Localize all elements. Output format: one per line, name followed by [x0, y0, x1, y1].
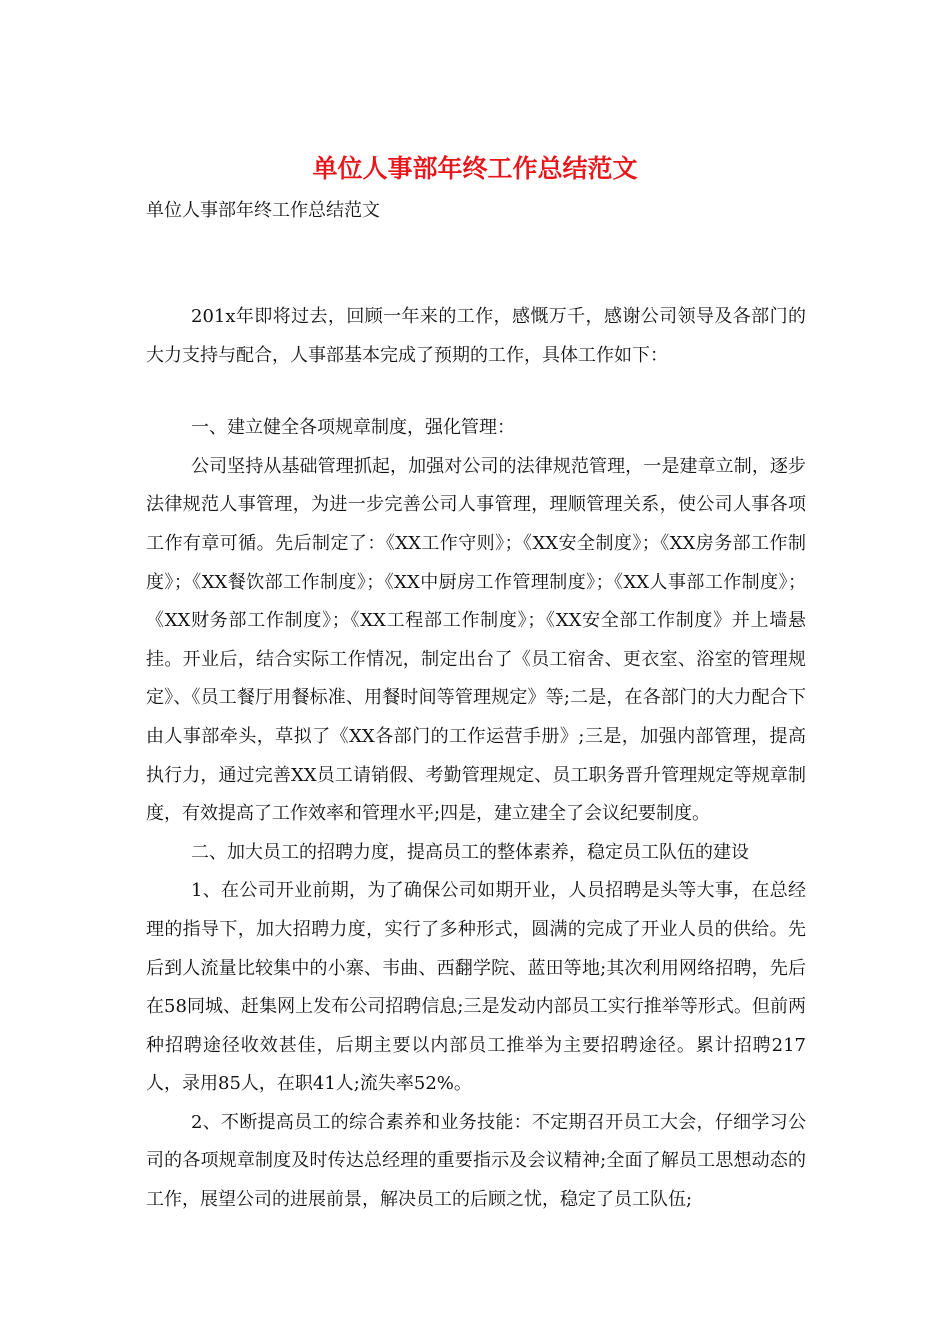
- document-subtitle: 单位人事部年终工作总结范文: [146, 200, 380, 221]
- intro-paragraph: 201x年即将过去，回顾一年来的工作，感慨万千，感谢公司领导及各部门的大力支持与配合，人事部基本完成了预期的工作，具体工作如下：: [146, 306, 806, 366]
- body-paragraph: 公司坚持从基础管理抓起，加强对公司的法律规范管理，一是建章立制，逐步法律规范人事管理，为进一步完善公司人事管理，理顺管理关系，使公司人事各项工作有章可循。先后制定了：《XX工作守则》；《XX安全制度》；《XX房务部工作制度》；《XX餐饮部工作制度》；《XX中厨房工作管理制度》；《XX人事部工作制度》；《XX财务部工作制度》；《XX工程部工作制度》；《XX安全部工作制度》并上墙悬挂。开业后，结合实际工作情况，制定出台了《员工宿舍、更衣室、浴室的管理规定》、《员工餐厅用餐标准、用餐时间等管理规定》等;二是，在各部门的大力配合下由人事部牵头，草拟了《XX各部门的工作运营手册》;三是，加强内部管理，提高执行力，通过完善XX员工请销假、考勤管理规定、员工职务晋升管理规定等规章制度，有效提高了工作效率和管理水平;四是，建立建全了会议纪要制度。: [146, 455, 806, 825]
- body-paragraph: 2、不断提高员工的综合素养和业务技能：不定期召开员工大会，仔细学习公司的各项规章制度及时传达总经理的重要指示及会议精神;全面了解员工思想动态的工作，展望公司的进展前景，解决员工的后顾之忧，稳定了员工队伍;: [146, 1111, 806, 1211]
- section-heading-2: 二、加大员工的招聘力度，提高员工的整体素养，稳定员工队伍的建设: [191, 841, 749, 863]
- section-heading-1: 一、建立健全各项规章制度，强化管理：: [191, 417, 515, 439]
- document-title: 单位人事部年终工作总结范文: [312, 154, 638, 183]
- document-body: [146, 298, 806, 1220]
- body-paragraph: 1、在公司开业前期，为了确保公司如期开业，人员招聘是头等大事，在总经理的指导下，加大招聘力度，实行了多种形式，圆满的完成了开业人员的供给。先后到人流量比较集中的小寨、韦曲、西翻学院、蓝田等地;其次利用网络招聘，先后在58同城、赶集网上发布公司招聘信息;三是发动内部员工实行推举等形式。但前两种招聘途径收效甚佳，后期主要以内部员工推举为主要招聘途径。累计招聘217人，录用85人，在职41人;流失率52%。: [146, 880, 806, 1095]
